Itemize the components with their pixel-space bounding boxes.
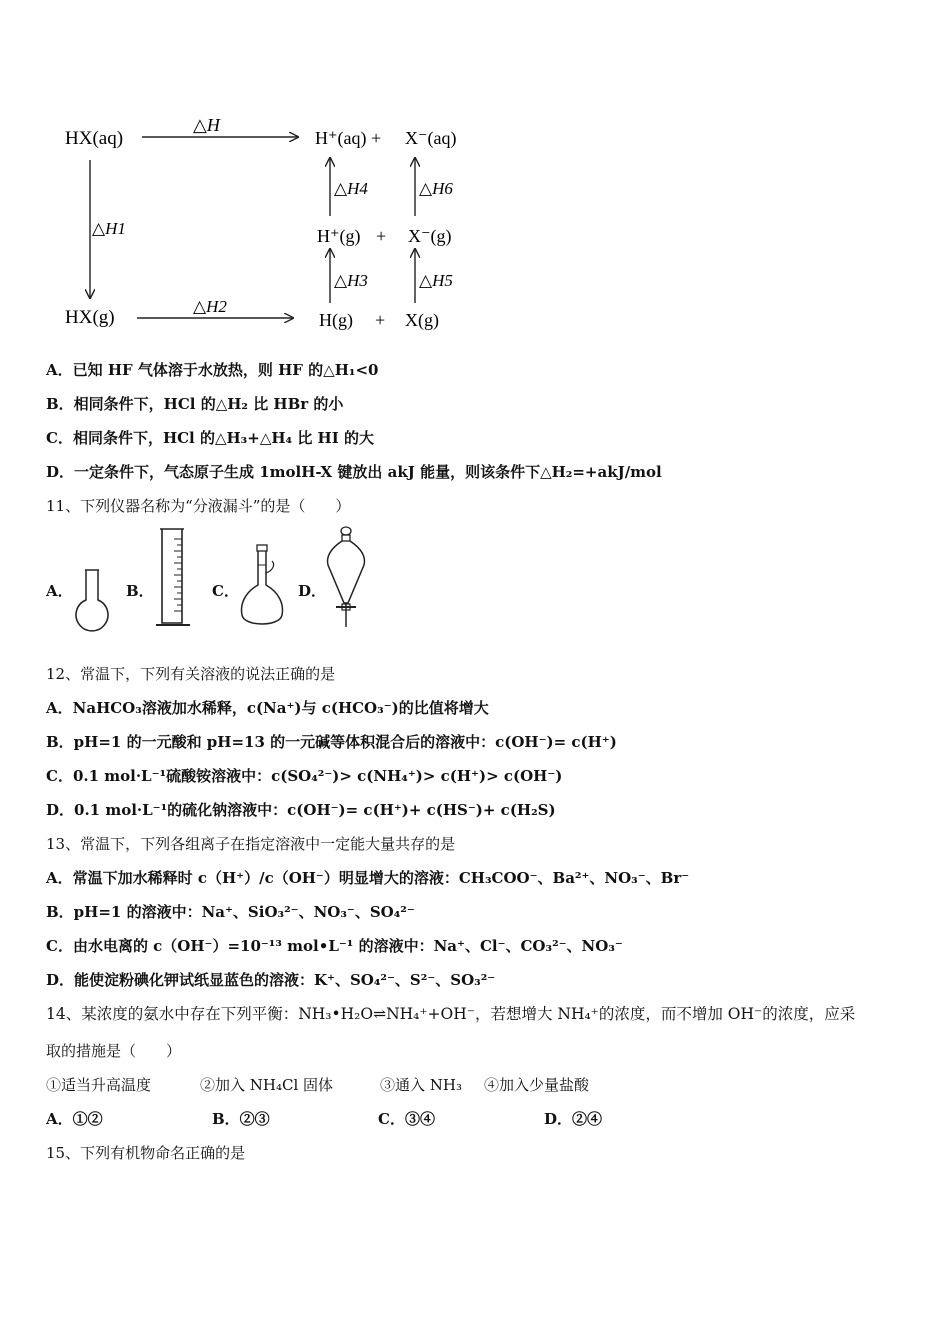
q10-option-d[interactable]: D．一定条件下，气态原子生成 1molH-X 键放出 akJ 能量，则该条件下△H₂=+akJ/mol (46, 463, 662, 481)
label-hx-g: HX(g) (65, 307, 115, 328)
q13-option-b[interactable]: B．pH=1 的溶液中：Na⁺、SiO₃²⁻、NO₃⁻、SO₄²⁻ (46, 903, 415, 921)
q14-conditions (46, 1074, 589, 1096)
q14-stem-line-1: 14、某浓度的氨水中存在下列平衡：NH₃•H₂O⇌NH₄⁺+OH⁻，若想增大 NH₄⁺的浓度，而不增加 OH⁻的浓度，应采 (46, 1005, 856, 1023)
q14-option-b[interactable]: B．②③ (212, 1110, 270, 1128)
q15-stem: 15、下列有机物命名正确的是 (46, 1144, 246, 1162)
q14-options (46, 1108, 602, 1130)
q14-condition-1: ①适当升高温度 (46, 1076, 152, 1094)
q12-option-d[interactable]: D．0.1 mol·L⁻¹的硫化钠溶液中：c(OH⁻)= c(H⁺)+ c(HS⁻)+ c(H₂S) (46, 801, 556, 819)
label-dh5: △H5 (419, 271, 453, 290)
label-plus-1: + (376, 226, 387, 246)
round-bottom-flask-image (72, 562, 112, 632)
separatory-funnel-image (322, 525, 372, 635)
q11-stem: 11、下列仪器名称为“分液漏斗”的是（ ） (46, 497, 351, 515)
label-dh2: △H2 (193, 297, 227, 316)
q10-option-a[interactable]: A．已知 HF 气体溶于水放热，则 HF 的△H₁<0 (46, 361, 379, 379)
label-x-g: X(g) (405, 310, 439, 330)
label-plus-2: + (375, 310, 386, 330)
q11-label-b[interactable]: B． (126, 582, 154, 600)
label-dh4: △H4 (334, 179, 368, 198)
q12-option-a[interactable]: A．NaHCO₃溶液加水稀释，c(Na⁺)与 c(HCO₃⁻)的比值将增大 (46, 699, 489, 717)
q14-option-a[interactable]: A．①② (46, 1110, 103, 1128)
label-dh6: △H6 (419, 179, 453, 198)
q13-stem: 13、常温下，下列各组离子在指定溶液中一定能大量共存的是 (46, 835, 456, 853)
enthalpy-cycle-diagram (55, 112, 525, 342)
label-dh1: △H1 (92, 219, 126, 238)
label-h-plus-g: H⁺(g) (317, 226, 361, 246)
q11-label-c[interactable]: C． (212, 582, 239, 600)
q12-option-b[interactable]: B．pH=1 的一元酸和 pH=13 的一元碱等体积混合后的溶液中：c(OH⁻)= c(H⁺) (46, 733, 617, 751)
q14-condition-4: ④加入少量盐酸 (484, 1076, 590, 1094)
label-h-plus-aq: H⁺(aq) + (315, 128, 382, 148)
q10-option-b[interactable]: B．相同条件下，HCl 的△H₂ 比 HBr 的小 (46, 395, 344, 413)
volumetric-flask-image (238, 543, 286, 633)
q11-label-d[interactable]: D． (298, 582, 327, 600)
q10-option-c[interactable]: C．相同条件下，HCl 的△H₃+△H₄ 比 HI 的大 (46, 429, 374, 447)
label-dh3: △H3 (334, 271, 368, 290)
q12-stem: 12、常温下，下列有关溶液的说法正确的是 (46, 665, 336, 683)
q14-option-c[interactable]: C．③④ (378, 1110, 435, 1128)
q13-option-c[interactable]: C．由水电离的 c（OH⁻）=10⁻¹³ mol•L⁻¹ 的溶液中：Na⁺、Cl⁻、CO₃²⁻、NO₃⁻ (46, 937, 623, 955)
q12-option-c[interactable]: C．0.1 mol·L⁻¹硫酸铵溶液中：c(SO₄²⁻)> c(NH₄⁺)> c(H⁺)> c(OH⁻) (46, 767, 563, 785)
q14-option-d[interactable]: D．②④ (544, 1110, 603, 1128)
label-x-minus-g: X⁻(g) (408, 226, 452, 246)
label-dh: △H (193, 115, 220, 135)
q11-label-a[interactable]: A． (46, 582, 73, 600)
q14-condition-2: ②加入 NH₄Cl 固体 (200, 1076, 334, 1094)
q14-condition-3: ③通入 NH₃ (380, 1076, 462, 1094)
graduated-cylinder-image (152, 525, 196, 633)
q14-stem-line-2: 取的措施是（ ） (46, 1042, 182, 1060)
label-h-g: H(g) (319, 310, 353, 330)
q13-option-a[interactable]: A．常温下加水稀释时 c（H⁺）/c（OH⁻）明显增大的溶液：CH₃COO⁻、Ba²⁺、NO₃⁻、Br⁻ (46, 869, 690, 887)
label-hx-aq: HX(aq) (65, 128, 124, 149)
q13-option-d[interactable]: D．能使淀粉碘化钾试纸显蓝色的溶液：K⁺、SO₄²⁻、S²⁻、SO₃²⁻ (46, 971, 496, 989)
label-x-minus-aq: X⁻(aq) (405, 128, 457, 148)
